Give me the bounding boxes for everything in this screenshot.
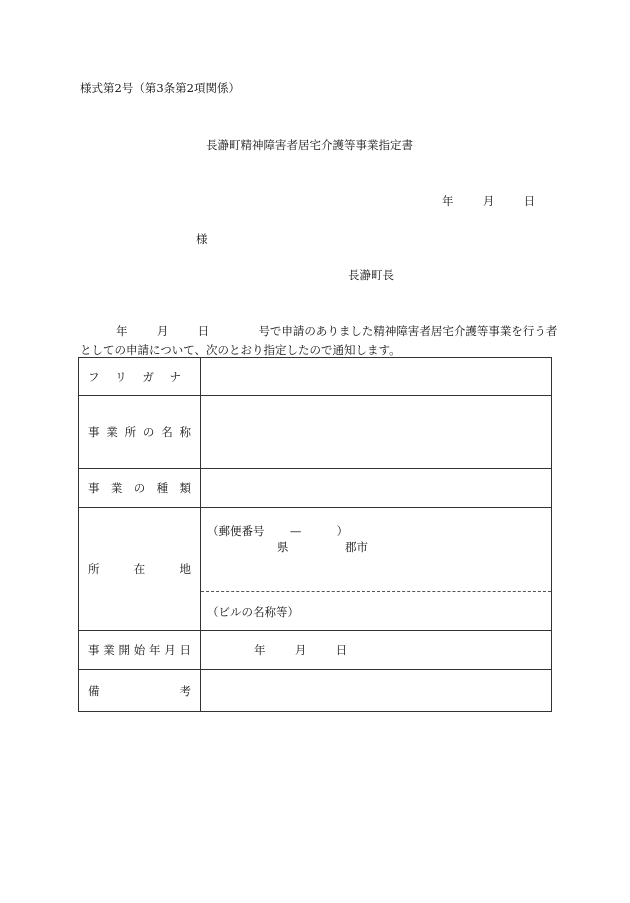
office-name-label: 事 業 所 の 名 称	[79, 396, 201, 469]
date-year-label: 年	[442, 194, 454, 208]
start-date-line	[201, 642, 551, 658]
body-month-label: 月	[156, 324, 169, 338]
start-date-field[interactable]	[201, 631, 552, 670]
city-label: 郡市	[345, 540, 368, 554]
furigana-label: フ リ ガ ナ	[79, 358, 201, 396]
business-type-label: 事 業 の 種 類	[79, 469, 201, 508]
body-line-2: としての申請について、次のとおり指定したので通知します。	[80, 343, 401, 357]
start-date-label: 事 業 開 始 年 月 日	[79, 631, 201, 670]
location-label: 所 在 地	[79, 508, 201, 631]
location-field[interactable]	[201, 508, 552, 631]
building-label: （ビルの名称等）	[207, 605, 299, 619]
start-day-label: 日	[335, 643, 348, 657]
date-month-label: 月	[482, 194, 495, 208]
postal-code-line	[207, 523, 348, 539]
document-title: 長瀞町精神障害者居宅介護等事業指定書	[206, 138, 413, 152]
start-month-label: 月	[294, 643, 307, 657]
furigana-field[interactable]	[201, 358, 552, 396]
date-day-label: 日	[523, 194, 536, 208]
business-type-field[interactable]	[201, 469, 552, 508]
body-year-label: 年	[116, 324, 128, 338]
office-name-field[interactable]	[201, 396, 552, 469]
issuer-name: 長瀞町長	[348, 268, 394, 282]
date-line	[442, 193, 535, 209]
body-line-1	[116, 323, 557, 339]
body-day-label: 日	[197, 324, 210, 338]
postal-label: （郵便番号	[207, 524, 265, 538]
remarks-field[interactable]	[201, 670, 552, 712]
prefecture-label: 県	[277, 540, 289, 554]
address-area[interactable]	[201, 508, 551, 591]
designation-table	[78, 357, 552, 712]
remarks-label: 備 考	[79, 670, 201, 712]
start-year-label: 年	[254, 643, 266, 657]
building-area[interactable]	[201, 591, 551, 630]
form-number: 様式第2号（第3条第2項関係）	[80, 81, 240, 95]
postal-dash: —	[289, 524, 302, 538]
postal-close: ）	[336, 524, 349, 538]
addressee-suffix: 様	[196, 232, 208, 246]
body-text-1: 号で申請のありました精神障害者居宅介護等事業を行う者	[258, 324, 558, 338]
